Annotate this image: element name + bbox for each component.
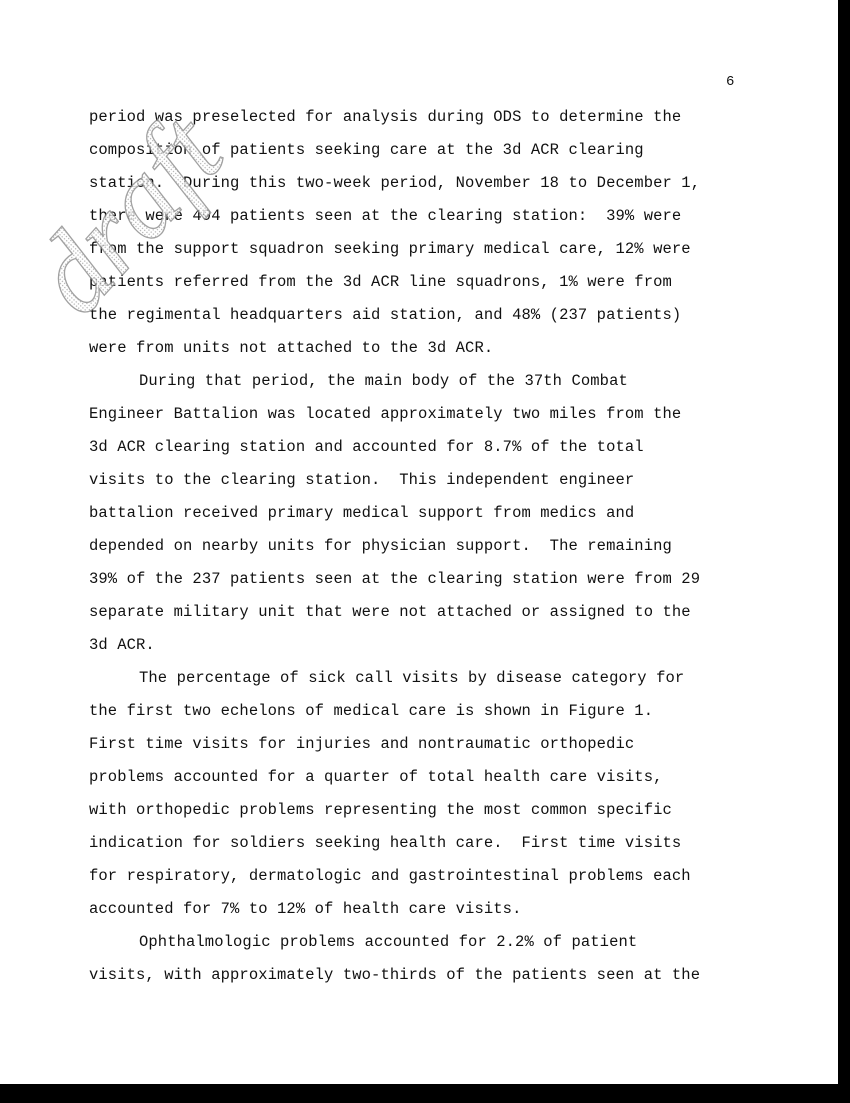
paragraph-3-line-1: The percentage of sick call visits by disease category for bbox=[139, 669, 685, 687]
paragraph-2-line-4: visits to the clearing station. This independent engineer bbox=[89, 471, 635, 489]
paragraph-2-line-5: battalion received primary medical support from medics and bbox=[89, 504, 635, 522]
paragraph-3-line-4: problems accounted for a quarter of total health care visits, bbox=[89, 768, 663, 786]
paragraph-1-line-2: composition of patients seeking care at the 3d ACR clearing bbox=[89, 141, 644, 159]
paragraph-2-line-2: Engineer Battalion was located approximately two miles from the bbox=[89, 405, 682, 423]
paragraph-1-line-7: the regimental headquarters aid station, and 48% (237 patients) bbox=[89, 306, 682, 324]
paragraph-4-line-1: Ophthalmologic problems accounted for 2.2% of patient bbox=[139, 933, 638, 951]
paragraph-3-line-2: the first two echelons of medical care is shown in Figure 1. bbox=[89, 702, 654, 720]
page-number: 6 bbox=[726, 74, 735, 90]
paragraph-1-line-4: there were 494 patients seen at the clearing station: 39% were bbox=[89, 207, 682, 225]
paragraph-1-line-8: were from units not attached to the 3d ACR. bbox=[89, 339, 494, 357]
paragraph-3-line-8: accounted for 7% to 12% of health care visits. bbox=[89, 900, 522, 918]
paragraph-1-line-5: from the support squadron seeking primary medical care, 12% were bbox=[89, 240, 691, 258]
paragraph-3-line-3: First time visits for injuries and nontraumatic orthopedic bbox=[89, 735, 635, 753]
paragraph-4-line-2: visits, with approximately two-thirds of the patients seen at the bbox=[89, 966, 701, 984]
paragraph-2-line-1: During that period, the main body of the 37th Combat bbox=[139, 372, 628, 390]
scan-edge-right bbox=[838, 0, 850, 1103]
paragraph-1-line-3: station. During this two-week period, November 18 to December 1, bbox=[89, 174, 701, 192]
paragraph-2-line-6: depended on nearby units for physician support. The remaining bbox=[89, 537, 672, 555]
scan-edge-bottom bbox=[0, 1084, 850, 1103]
paragraph-2-line-9: 3d ACR. bbox=[89, 636, 155, 654]
paragraph-3-line-7: for respiratory, dermatologic and gastrointestinal problems each bbox=[89, 867, 691, 885]
body-text bbox=[89, 101, 789, 992]
paragraph-2-line-7: 39% of the 237 patients seen at the clearing station were from 29 bbox=[89, 570, 701, 588]
draft-stamp-text: draft bbox=[8, 91, 247, 337]
paragraph-2-line-8: separate military unit that were not attached or assigned to the bbox=[89, 603, 691, 621]
paragraph-1-line-6: patients referred from the 3d ACR line squadrons, 1% were from bbox=[89, 273, 672, 291]
paragraph-1-line-1: period was preselected for analysis during ODS to determine the bbox=[89, 108, 682, 126]
paragraph-3-line-6: indication for soldiers seeking health care. First time visits bbox=[89, 834, 682, 852]
paragraph-2-line-3: 3d ACR clearing station and accounted for 8.7% of the total bbox=[89, 438, 644, 456]
paragraph-3-line-5: with orthopedic problems representing the most common specific bbox=[89, 801, 672, 819]
